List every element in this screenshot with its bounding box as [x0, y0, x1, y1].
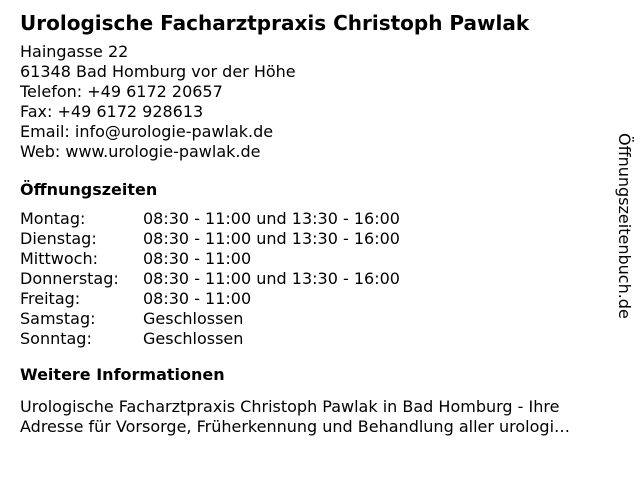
info-description: [20, 397, 610, 437]
day-label: Samstag:: [20, 309, 96, 328]
web-line: Web: www.urologie-pawlak.de: [20, 142, 261, 161]
info-heading: Weitere Informationen: [20, 365, 225, 384]
time-value: 08:30 - 11:00: [143, 249, 252, 268]
table-row: [20, 289, 400, 309]
table-row: [20, 309, 400, 329]
time-value: 08:30 - 11:00: [143, 289, 252, 308]
table-row: [20, 269, 400, 289]
time-value: Geschlossen: [143, 329, 244, 348]
time-value: 08:30 - 11:00 und 13:30 - 16:00: [143, 209, 400, 228]
address-block: [20, 42, 610, 162]
time-value: Geschlossen: [143, 309, 244, 328]
day-label: Dienstag:: [20, 229, 97, 248]
brand-watermark: Öffnungszeitenbuch.de: [615, 133, 634, 319]
info-line: Adresse für Vorsorge, Früherkennung und Behandlung aller urologi…: [20, 417, 571, 436]
fax-line: Fax: +49 6172 928613: [20, 102, 204, 121]
day-label: Freitag:: [20, 289, 81, 308]
address-city: 61348 Bad Homburg vor der Höhe: [20, 62, 296, 81]
day-label: Donnerstag:: [20, 269, 119, 288]
day-label: Sonntag:: [20, 329, 92, 348]
time-value: 08:30 - 11:00 und 13:30 - 16:00: [143, 229, 400, 248]
hours-heading: Öffnungszeiten: [20, 180, 158, 199]
address-street: Haingasse 22: [20, 42, 129, 61]
time-value: 08:30 - 11:00 und 13:30 - 16:00: [143, 269, 400, 288]
table-row: [20, 249, 400, 269]
table-row: [20, 229, 400, 249]
email-line: Email: info@urologie-pawlak.de: [20, 122, 274, 141]
phone-line: Telefon: +49 6172 20657: [20, 82, 223, 101]
day-label: Montag:: [20, 209, 86, 228]
practice-card: [20, 10, 610, 437]
table-row: [20, 329, 400, 349]
hours-table: [20, 209, 400, 349]
table-row: [20, 209, 400, 229]
page-title: Urologische Facharztpraxis Christoph Pawlak: [20, 11, 530, 35]
day-label: Mittwoch:: [20, 249, 98, 268]
info-line: Urologische Facharztpraxis Christoph Pawlak in Bad Homburg - Ihre: [20, 397, 560, 416]
